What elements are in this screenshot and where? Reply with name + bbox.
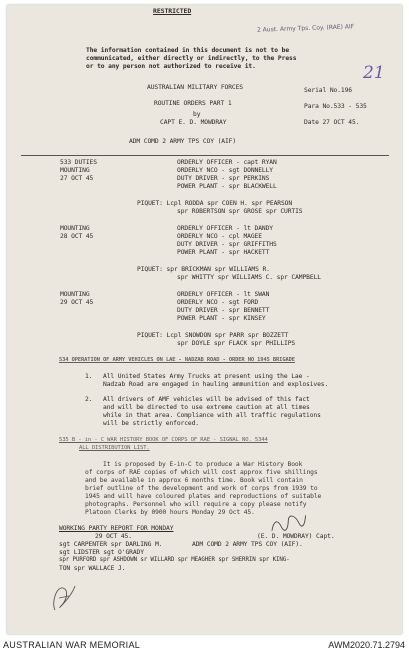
mount-29-line-1: MOUNTING [60, 291, 90, 298]
roster-27-row: ORDERLY OFFICER - capt RYAN [177, 159, 277, 166]
mount-28-line-2: 28 OCT 45 [60, 233, 94, 240]
para-number: Para No.533 - 535 [304, 103, 367, 110]
working-party-line: TON spr WALLACE J. [59, 565, 126, 572]
roster-29-row: DUTY DRIVER - spr BENNETT [177, 307, 270, 314]
para-535-body: and be available in approx 6 months time. Book will contain [85, 477, 303, 484]
duties-heading-2: MOUNTING [60, 167, 90, 174]
org-title: AUSTRALIAN MILITARY FORCES [147, 84, 243, 91]
serial-number: Serial No.196 [304, 87, 352, 94]
working-party-line: sgt CARPENTER spr DARLING M. [59, 541, 163, 548]
mount-28-line-1: MOUNTING [60, 225, 90, 232]
para-535-body: It is proposed by E-in-C to produce a War History Book [103, 461, 303, 468]
unit-name: ADM COMD 2 ARMY TPS COY (AIF) [129, 138, 237, 145]
memorial-label: AUSTRALIAN WAR MEMORIAL [3, 640, 141, 650]
roster-28-row: POWER PLANT - spr HACKETT [177, 249, 270, 256]
para-534-item-text: Nadzab Road are engaged in hauling ammunition and explosives. [103, 381, 329, 388]
para-535-body: brief outline of the development and work of corps from 1939 to [85, 485, 318, 492]
roster-27-row: POWER PLANT - spr BLACKWELL [177, 183, 277, 190]
para-534-item-text: All drivers of AMF vehicles will be advised of this fact [103, 396, 310, 403]
piquet-28-line-1: PIQUET: spr BRICKMAN spr WILLIAMS R. [137, 266, 270, 273]
order-date: Date 27 OCT 45. [304, 119, 360, 126]
piquet-27-line-1: PIQUET: Lcpl RODDA spr COEN H. spr PEARSON [137, 200, 293, 207]
mount-29-line-2: 29 OCT 45 [60, 299, 94, 306]
orders-title: ROUTINE ORDERS PART 1 [154, 100, 232, 107]
divider-top [21, 155, 389, 156]
piquet-29-line-1: PIQUET: Lcpl SNOWDON spr PARR spr BOZZETT [137, 332, 289, 339]
signature-name: (E. D. MOWDRAY) Capt. [257, 533, 335, 540]
roster-29-row: ORDERLY NCO - sgt FORD [177, 299, 259, 306]
unit-stamp: 2 Aust. Army Tps. Coy. (RAE) AIF [256, 23, 355, 34]
document-page [7, 5, 402, 634]
para-535-body: 1945 and will have coloured plates and reproductions of suitable [85, 493, 322, 500]
roster-28-row: ORDERLY OFFICER - lt DANDY [177, 225, 273, 232]
archive-footer [0, 637, 409, 653]
roster-29-row: ORDERLY OFFICER - lt SWAN [177, 291, 270, 298]
classification-heading: RESTRICTED [153, 7, 192, 15]
para-534-item-number: 2. [85, 396, 93, 403]
roster-29-row: POWER PLANT - spr KINSEY [177, 315, 266, 322]
roster-27-row: DUTY DRIVER - spr PERKINS [177, 175, 270, 182]
para-534-item-number: 1. [85, 373, 93, 380]
roster-27-row: ORDERLY NCO - sgt DONNELLY [177, 167, 273, 174]
signature-unit: ADM COMD 2 ARMY TPS COY (AIF). [192, 541, 303, 548]
para-535-body: Platoon Clerks by 0900 hours Monday 29 Oct 45. [85, 509, 255, 516]
handwritten-number: 21 [363, 63, 385, 83]
para-535-body: of corps of RAE copies of which will cost approx five shillings [85, 469, 318, 476]
archive-reference: AWM2020.71.2794 [328, 640, 405, 650]
duties-heading-1: 533 DUTIES [60, 159, 97, 166]
roster-28-row: DUTY DRIVER - spr GRIFFITHS [177, 241, 277, 248]
officer-name: CAPT E. D. MOWDRAY [160, 119, 227, 126]
para-535-heading-2: ALL DISTRIBUTION LIST. [79, 445, 150, 451]
working-party-line: spr PURFORD spr ASHDOWN sr WILLARD spr MEAGHER spr SHERRIN spr KING- [59, 557, 290, 563]
para-534-item-text: will be strictly enforced. [103, 420, 199, 427]
para-534-item-text: while in that area. Compliance with all traffic regulations [103, 412, 321, 419]
notice-line-2: communicated, either directly or indirectly, to the Press [86, 55, 297, 62]
initials-scribble [47, 580, 81, 618]
para-534-item-text: and will be directed to use extreme caution at all times [103, 404, 310, 411]
roster-28-row: ORDERLY NCO - cpl MAGEE [177, 233, 262, 240]
monday-heading: WORKING PARTY REPORT FOR MONDAY [59, 525, 174, 532]
working-party-line: sgt LIDSTER sgt O'GRADY [59, 549, 144, 556]
piquet-27-line-2: spr ROBERTSON spr GROSE spr CURTIS [177, 208, 303, 215]
duties-heading-3: 27 OCT 45 [60, 175, 94, 182]
monday-date: 29 OCT 45. [95, 533, 132, 540]
piquet-28-line-2: spr WHITTY spr WILLIAMS C. spr CAMPBELL [177, 274, 321, 281]
notice-line-3: or to any person not authorized to receive it. [86, 63, 256, 70]
notice-line-1: The information contained in this document is not to be [86, 47, 290, 54]
by-label: by [193, 111, 201, 118]
para-535-heading-1: 535 B - in - C WAR HISTORY BOOK OF CORPS OF RAE - SIGNAL NO. 5344 [59, 437, 268, 443]
para-534-heading: 534 OPERATION OF ARMY VEHICLES ON LAE - NADZAB ROAD - ORDER NO 1945 BRIGADE [59, 357, 295, 363]
para-534-item-text: All United States Army Trucks at present using the Lae - [103, 373, 310, 380]
piquet-29-line-2: spr DOYLE spr FLACK spr PHILLIPS [177, 340, 296, 347]
para-535-body: photographs. Personnel who will require a copy please notify [85, 501, 307, 508]
